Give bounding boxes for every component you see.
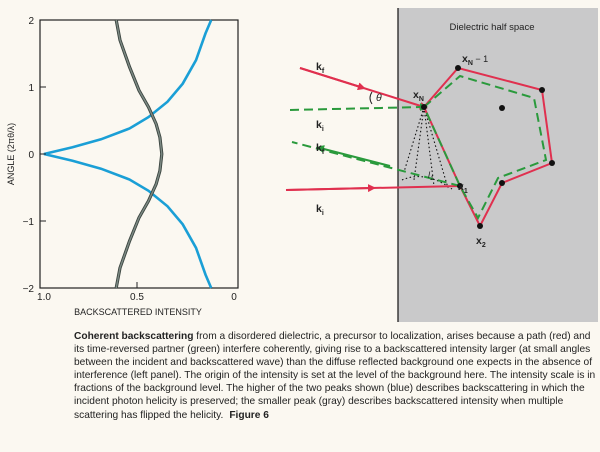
plot-curves (44, 20, 211, 288)
gray-curve-outline (116, 20, 162, 288)
label-x2: $x_2$ (476, 235, 486, 249)
label-l1: $l_1$ (428, 170, 434, 182)
label-kf-mid: $k_f$ (316, 142, 325, 156)
y-axis-label: ANGLE (2πθ/λ) (6, 122, 16, 186)
dielectric-half-space (398, 8, 598, 322)
x-tick-label: 0 (231, 292, 237, 303)
region-label: Dielectric half space (449, 22, 535, 33)
label-theta: θ (376, 92, 382, 104)
figure-label: Figure 6 (229, 409, 269, 421)
label-kf-top: $k_f$ (316, 61, 325, 75)
figure-caption (74, 330, 596, 422)
plot-frame (40, 20, 238, 288)
x-tick-label: 0.5 (130, 292, 144, 303)
label-xN: $x_N$ (413, 89, 424, 103)
x-axis-label: BACKSCATTERED INTENSITY (74, 307, 202, 317)
y-tick-label: 0 (28, 150, 34, 161)
intensity-plot (6, 16, 238, 317)
label-xN-minus-1: $x_N - 1$ (462, 53, 489, 67)
y-tick-label: 2 (28, 16, 34, 27)
y-tick-label: 1 (28, 83, 34, 94)
x-tick-label: 1.0 (37, 292, 51, 303)
y-tick-label: −1 (22, 217, 34, 228)
angle-arc (370, 92, 372, 104)
scattering-diagram (286, 8, 598, 322)
y-ticks (23, 16, 46, 295)
caption-lead: Coherent backscattering (74, 331, 194, 342)
x-ticks (37, 282, 237, 303)
label-ki-top: $k_i$ (316, 119, 324, 133)
label-ki-bot: $k_i$ (316, 203, 324, 217)
y-tick-label: −2 (22, 284, 34, 295)
gray-curve (116, 20, 162, 288)
label-x1: $x_1$ (458, 181, 468, 195)
caption-body: from a disordered dielectric, a precursor to localization, arises because a path (red) and its time-reversed partner (green) interfere coherently, giving rise to a backscattered intensity larger (at small angles between the incident and backscattered wave) than the diffuse reflected background one expects in the absence of interference (left panel). The origin of the intensity is set at the level of the background here. The intensity scale is in fractions of the background level. The higher of the two peaks shown (blue) describes backscattering in which the incident photon helicity is preserved; the smaller peak (gray) describes backscattered intensity when multiple scattering has flipped the helicity. (74, 331, 596, 421)
